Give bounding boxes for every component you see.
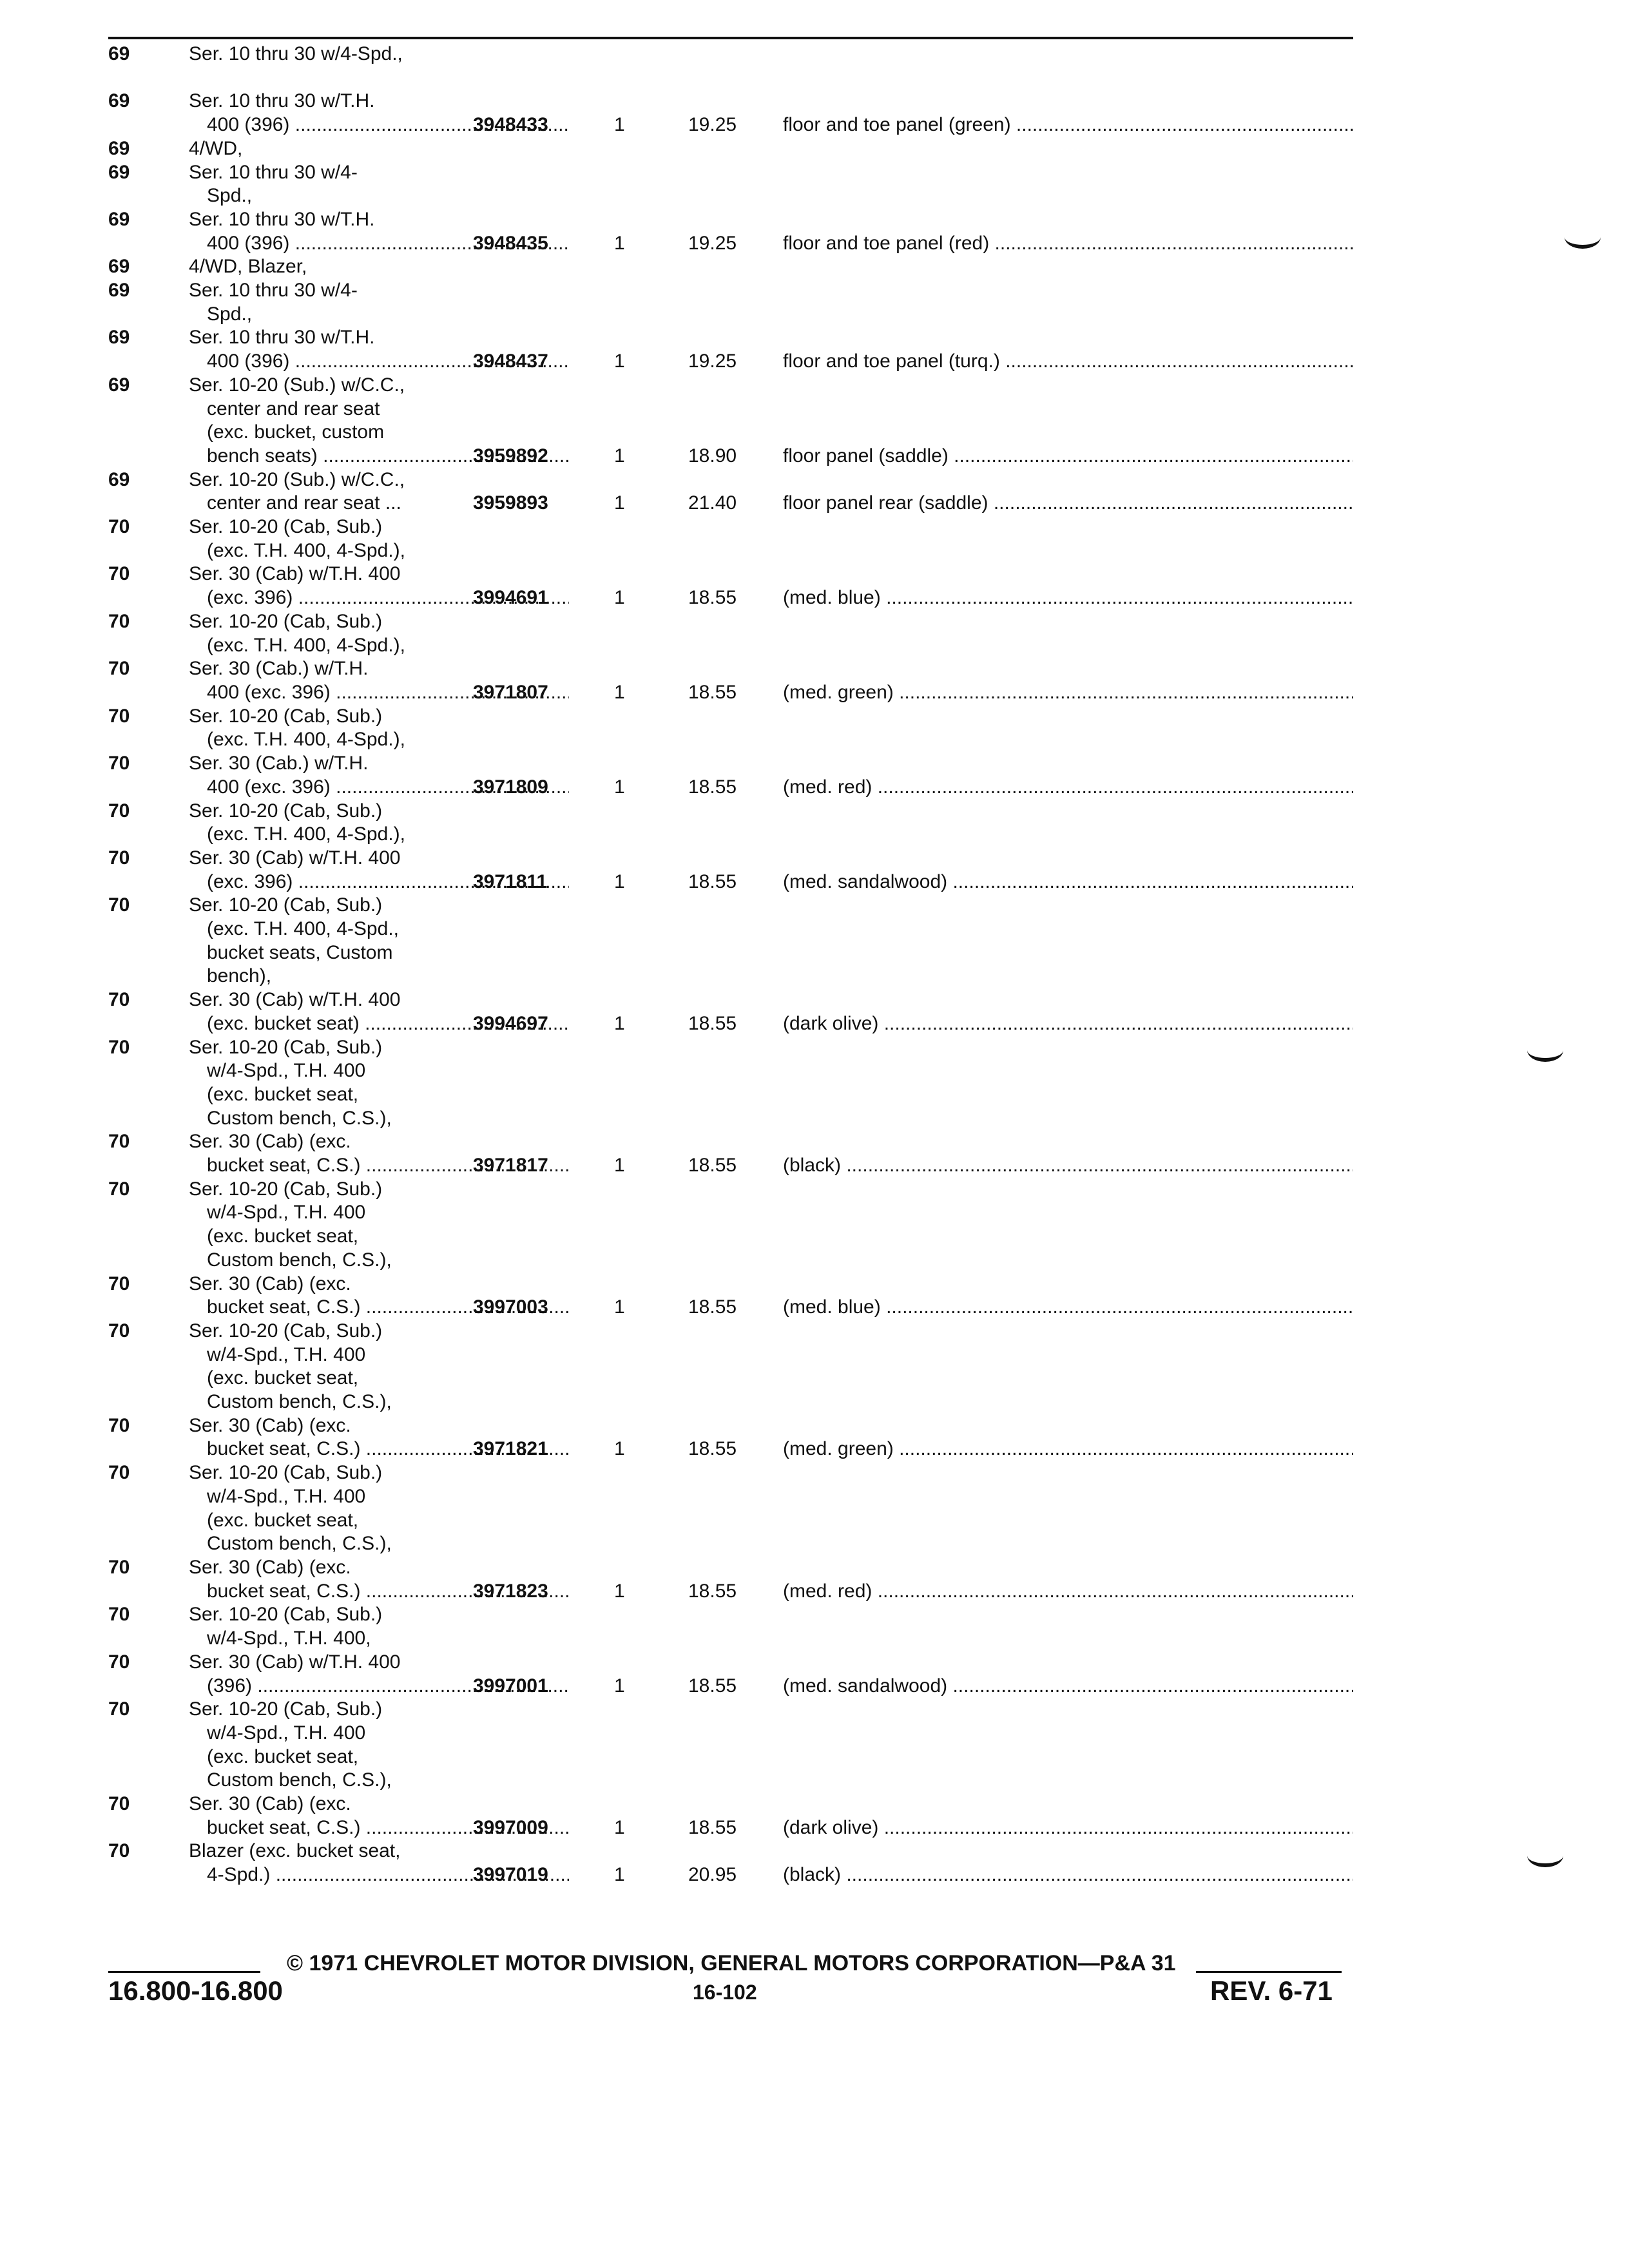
part-name: floor and toe panel (red) ..... bbox=[783, 232, 1353, 256]
list-price: 18.55 bbox=[688, 1675, 737, 1696]
description-line: 400 (396) ..... bbox=[189, 350, 569, 374]
binder-mark bbox=[1565, 237, 1601, 249]
description-line: Ser. 30 (Cab) w/T.H. 400 bbox=[189, 563, 401, 585]
description-line: (exc. T.H. 400, 4-Spd.), bbox=[207, 539, 405, 561]
description-line: Custom bench, C.S.), bbox=[207, 1769, 392, 1791]
binder-mark bbox=[1527, 1856, 1563, 1867]
description-line: Ser. 10-20 (Cab, Sub.) bbox=[189, 1604, 383, 1626]
part-number: 3971811 bbox=[473, 870, 548, 892]
model-year: 70 bbox=[108, 753, 130, 774]
model-year: 69 bbox=[108, 161, 130, 183]
table-row bbox=[108, 161, 1353, 208]
table-row bbox=[108, 705, 1353, 752]
part-name: (med. green) ..... bbox=[783, 681, 1353, 705]
part-number: 3997019 bbox=[473, 1864, 548, 1886]
quantity: 1 bbox=[614, 232, 625, 254]
application-description bbox=[189, 705, 569, 752]
description-line: Ser. 30 (Cab) w/T.H. 400 bbox=[189, 989, 401, 1011]
table-row bbox=[108, 137, 1353, 161]
list-price: 18.55 bbox=[688, 1012, 737, 1034]
part-number: 3994697 bbox=[473, 1012, 548, 1034]
table-row bbox=[108, 1603, 1353, 1650]
description-line: (exc. 396) ..... bbox=[189, 586, 569, 610]
table-row bbox=[108, 894, 1353, 988]
model-year: 70 bbox=[108, 1462, 130, 1484]
model-year: 69 bbox=[108, 280, 130, 302]
description-line: Ser. 30 (Cab) (exc. bbox=[189, 1273, 351, 1294]
page-number: 16-102 bbox=[693, 1981, 757, 2004]
application-description bbox=[189, 66, 569, 90]
part-number: 3959893 bbox=[473, 492, 548, 514]
quantity: 1 bbox=[614, 1438, 625, 1460]
top-rule bbox=[108, 37, 1353, 39]
part-name: (med. red) ..... bbox=[783, 1580, 1353, 1604]
list-price: 18.55 bbox=[688, 1155, 737, 1177]
application-description bbox=[189, 137, 569, 161]
section-code: 16.800-16.800 bbox=[108, 1975, 283, 2006]
application-description bbox=[189, 894, 569, 988]
footer-rule-right bbox=[1196, 1971, 1342, 1973]
description-line: (exc. T.H. 400, 4-Spd.), bbox=[207, 823, 405, 845]
part-name: (med. blue) ..... bbox=[783, 586, 1353, 610]
model-year: 70 bbox=[108, 989, 130, 1011]
description-line: (exc. T.H. 400, 4-Spd., bbox=[207, 918, 399, 940]
quantity: 1 bbox=[614, 1155, 625, 1177]
application-description bbox=[189, 515, 569, 562]
description-line: w/4-Spd., T.H. 400 bbox=[207, 1485, 366, 1507]
model-year: 69 bbox=[108, 90, 130, 112]
description-line: bucket seat, C.S.) ..... bbox=[189, 1296, 569, 1320]
copyright-notice: © 1971 CHEVROLET MOTOR DIVISION, GENERAL MOTORS CORPORATION—P&A 31 bbox=[287, 1951, 1176, 1975]
model-year: 69 bbox=[108, 327, 130, 349]
part-name: (black) ..... bbox=[783, 1154, 1353, 1178]
application-description bbox=[189, 255, 569, 279]
table-row bbox=[108, 800, 1353, 847]
description-line: Ser. 10 thru 30 w/4- bbox=[189, 161, 358, 183]
part-number: 3971807 bbox=[473, 681, 548, 703]
description-line: 400 (396) ..... bbox=[189, 113, 569, 137]
table-row bbox=[108, 1698, 1353, 1792]
application-description bbox=[189, 43, 569, 66]
table-row bbox=[108, 988, 1353, 1035]
part-number: 3971817 bbox=[473, 1155, 548, 1177]
application-description bbox=[189, 1036, 569, 1131]
part-number: 3971809 bbox=[473, 776, 548, 798]
model-year: 70 bbox=[108, 1793, 130, 1815]
table-row bbox=[108, 279, 1353, 326]
description-line: center and rear seat bbox=[207, 398, 380, 419]
model-year: 70 bbox=[108, 800, 130, 822]
model-year: 69 bbox=[108, 256, 130, 278]
table-row bbox=[108, 326, 1353, 373]
description-line: w/4-Spd., T.H. 400 bbox=[207, 1202, 366, 1224]
table-row bbox=[108, 1130, 1353, 1177]
description-line: (exc. 396) ..... bbox=[189, 870, 569, 894]
part-number: 3994691 bbox=[473, 587, 548, 609]
application-description bbox=[189, 1698, 569, 1792]
description-line: Ser. 10 thru 30 w/T.H. bbox=[189, 327, 375, 349]
application-description bbox=[189, 800, 569, 847]
model-year: 70 bbox=[108, 563, 130, 585]
part-name: floor and toe panel (green) ..... bbox=[783, 113, 1353, 137]
table-row bbox=[108, 1651, 1353, 1698]
table-row bbox=[108, 66, 1353, 90]
model-year: 70 bbox=[108, 847, 130, 869]
description-line: Ser. 10-20 (Cab, Sub.) bbox=[189, 1036, 383, 1058]
model-year: 69 bbox=[108, 208, 130, 230]
list-price: 18.55 bbox=[688, 776, 737, 798]
list-price: 18.90 bbox=[688, 445, 737, 466]
quantity: 1 bbox=[614, 1012, 625, 1034]
description-line: Ser. 30 (Cab) (exc. bbox=[189, 1557, 351, 1578]
part-number: 3997003 bbox=[473, 1296, 548, 1318]
model-year: 70 bbox=[108, 610, 130, 632]
quantity: 1 bbox=[614, 1864, 625, 1886]
description-line: bucket seat, C.S.) ..... bbox=[189, 1580, 569, 1604]
part-name: (dark olive) ..... bbox=[783, 1012, 1353, 1036]
table-row bbox=[108, 1178, 1353, 1273]
quantity: 1 bbox=[614, 1816, 625, 1838]
description-line: bucket seat, C.S.) ..... bbox=[189, 1154, 569, 1178]
description-line: Ser. 10 thru 30 w/T.H. bbox=[189, 208, 375, 230]
model-year: 70 bbox=[108, 1131, 130, 1153]
list-price: 18.55 bbox=[688, 1438, 737, 1460]
table-row bbox=[108, 657, 1353, 704]
list-price: 21.40 bbox=[688, 492, 737, 514]
table-row bbox=[108, 1036, 1353, 1131]
list-price: 19.25 bbox=[688, 351, 737, 372]
table-row bbox=[108, 562, 1353, 610]
application-description bbox=[189, 161, 569, 208]
table-row bbox=[108, 610, 1353, 657]
model-year: 70 bbox=[108, 1557, 130, 1578]
list-price: 19.25 bbox=[688, 114, 737, 136]
quantity: 1 bbox=[614, 1296, 625, 1318]
part-name: (med. blue) ..... bbox=[783, 1296, 1353, 1320]
table-row bbox=[108, 1273, 1353, 1320]
part-number: 3948435 bbox=[473, 232, 548, 254]
description-line: Spd., bbox=[207, 303, 253, 325]
description-line: (exc. T.H. 400, 4-Spd.), bbox=[207, 634, 405, 656]
table-row bbox=[108, 1792, 1353, 1840]
part-number: 3948437 bbox=[473, 351, 548, 372]
model-year: 69 bbox=[108, 374, 130, 396]
part-number: 3971823 bbox=[473, 1580, 548, 1602]
description-line: w/4-Spd., T.H. 400, bbox=[207, 1628, 371, 1649]
application-description bbox=[189, 1603, 569, 1650]
description-line: Ser. 10-20 (Sub.) w/C.C., bbox=[189, 468, 405, 490]
list-price: 18.55 bbox=[688, 1816, 737, 1838]
part-name: floor and toe panel (turq.) ..... bbox=[783, 350, 1353, 374]
description-line bbox=[189, 66, 569, 90]
model-year: 70 bbox=[108, 1178, 130, 1200]
description-line: bucket seat, C.S.) ..... bbox=[189, 1816, 569, 1840]
model-year: 70 bbox=[108, 1414, 130, 1436]
table-row bbox=[108, 1320, 1353, 1414]
model-year: 70 bbox=[108, 1840, 130, 1862]
description-line: w/4-Spd., T.H. 400 bbox=[207, 1343, 366, 1365]
list-price: 18.55 bbox=[688, 870, 737, 892]
parts-list bbox=[108, 43, 1353, 1887]
description-line: Ser. 30 (Cab.) w/T.H. bbox=[189, 753, 369, 774]
part-name: floor panel (saddle) ..... bbox=[783, 445, 1353, 468]
quantity: 1 bbox=[614, 114, 625, 136]
description-line: Ser. 10 thru 30 w/T.H. bbox=[189, 90, 375, 112]
description-line: Ser. 10-20 (Cab, Sub.) bbox=[189, 1178, 383, 1200]
description-line: Ser. 30 (Cab) (exc. bbox=[189, 1131, 351, 1153]
table-row bbox=[108, 1840, 1353, 1887]
description-line: Spd., bbox=[207, 185, 253, 207]
model-year: 70 bbox=[108, 1320, 130, 1341]
description-line: Blazer (exc. bucket seat, bbox=[189, 1840, 401, 1862]
model-year: 70 bbox=[108, 705, 130, 727]
quantity: 1 bbox=[614, 445, 625, 466]
description-line: (396) ..... bbox=[189, 1675, 569, 1698]
part-name: floor panel rear (saddle) ..... bbox=[783, 492, 1353, 515]
description-line: (exc. bucket seat, bbox=[207, 1083, 359, 1105]
model-year: 69 bbox=[108, 137, 130, 159]
table-row bbox=[108, 43, 1353, 66]
part-name: (black) ..... bbox=[783, 1863, 1353, 1887]
table-row bbox=[108, 752, 1353, 799]
quantity: 1 bbox=[614, 351, 625, 372]
table-row bbox=[108, 468, 1353, 515]
description-line: w/4-Spd., T.H. 400 bbox=[207, 1722, 366, 1744]
table-row bbox=[108, 1556, 1353, 1603]
footer-rule-left bbox=[108, 1971, 260, 1973]
description-line: 4-Spd.) ..... bbox=[189, 1863, 569, 1887]
part-number: 3959892 bbox=[473, 445, 548, 466]
description-line: 400 (396) ..... bbox=[189, 232, 569, 256]
table-row bbox=[108, 515, 1353, 562]
model-year: 69 bbox=[108, 468, 130, 490]
list-price: 18.55 bbox=[688, 681, 737, 703]
application-description bbox=[189, 610, 569, 657]
description-line: Ser. 10-20 (Cab, Sub.) bbox=[189, 610, 383, 632]
revision-date: REV. 6-71 bbox=[1210, 1975, 1333, 2006]
part-name: (med. sandalwood) ..... bbox=[783, 870, 1353, 894]
application-description bbox=[189, 1320, 569, 1414]
part-name: (med. red) ..... bbox=[783, 776, 1353, 800]
description-line: (exc. T.H. 400, 4-Spd.), bbox=[207, 729, 405, 751]
description-line: Custom bench, C.S.), bbox=[207, 1249, 392, 1271]
description-line: Ser. 10-20 (Cab, Sub.) bbox=[189, 1462, 383, 1484]
model-year: 70 bbox=[108, 894, 130, 916]
description-line: Ser. 10-20 (Cab, Sub.) bbox=[189, 800, 383, 822]
part-number: 3971821 bbox=[473, 1438, 548, 1460]
description-line: Custom bench, C.S.), bbox=[207, 1107, 392, 1129]
table-row bbox=[108, 1414, 1353, 1461]
quantity: 1 bbox=[614, 1580, 625, 1602]
application-description bbox=[189, 1178, 569, 1273]
description-line: Ser. 10-20 (Cab, Sub.) bbox=[189, 705, 383, 727]
model-year: 70 bbox=[108, 1273, 130, 1294]
description-line: Ser. 10-20 (Cab, Sub.) bbox=[189, 894, 383, 916]
binder-mark bbox=[1527, 1050, 1563, 1062]
table-row bbox=[108, 255, 1353, 279]
quantity: 1 bbox=[614, 870, 625, 892]
description-line: Ser. 10-20 (Sub.) w/C.C., bbox=[189, 374, 405, 396]
description-line: bench), bbox=[207, 965, 272, 987]
part-name: (med. sandalwood) ..... bbox=[783, 1675, 1353, 1698]
part-name: (dark olive) ..... bbox=[783, 1816, 1353, 1840]
list-price: 18.55 bbox=[688, 1296, 737, 1318]
quantity: 1 bbox=[614, 492, 625, 514]
quantity: 1 bbox=[614, 1675, 625, 1696]
description-line: Ser. 10 thru 30 w/4- bbox=[189, 280, 358, 302]
description-line: center and rear seat ... bbox=[207, 492, 401, 514]
description-line: 4/WD, Blazer, bbox=[189, 256, 307, 278]
description-line: (exc. bucket, custom bbox=[207, 421, 385, 443]
part-number: 3948433 bbox=[473, 114, 548, 136]
model-year: 69 bbox=[108, 43, 130, 64]
description-line: bucket seat, C.S.) ..... bbox=[189, 1437, 569, 1461]
list-price: 18.55 bbox=[688, 587, 737, 609]
table-row bbox=[108, 208, 1353, 255]
table-row bbox=[108, 374, 1353, 468]
description-line: 4/WD, bbox=[189, 137, 243, 159]
model-year: 70 bbox=[108, 1036, 130, 1058]
description-line: Ser. 10 thru 30 w/4-Spd., bbox=[189, 43, 403, 64]
model-year: 70 bbox=[108, 516, 130, 538]
quantity: 1 bbox=[614, 776, 625, 798]
part-number: 3997001 bbox=[473, 1675, 548, 1696]
application-description bbox=[189, 1461, 569, 1556]
description-line: (exc. bucket seat) ..... bbox=[189, 1012, 569, 1036]
description-line: bucket seats, Custom bbox=[207, 941, 393, 963]
table-row bbox=[108, 1461, 1353, 1556]
description-line: 400 (exc. 396) ..... bbox=[189, 776, 569, 800]
list-price: 20.95 bbox=[688, 1864, 737, 1886]
description-line: bench seats) ..... bbox=[189, 445, 569, 468]
table-row bbox=[108, 90, 1353, 137]
list-price: 19.25 bbox=[688, 232, 737, 254]
description-line: w/4-Spd., T.H. 400 bbox=[207, 1060, 366, 1082]
table-row bbox=[108, 847, 1353, 894]
model-year: 70 bbox=[108, 658, 130, 680]
model-year: 70 bbox=[108, 1698, 130, 1720]
quantity: 1 bbox=[614, 587, 625, 609]
description-line: Ser. 30 (Cab.) w/T.H. bbox=[189, 658, 369, 680]
description-line: Ser. 30 (Cab) (exc. bbox=[189, 1793, 351, 1815]
description-line: Ser. 10-20 (Cab, Sub.) bbox=[189, 1698, 383, 1720]
description-line: Custom bench, C.S.), bbox=[207, 1533, 392, 1555]
part-number: 3997009 bbox=[473, 1816, 548, 1838]
description-line: (exc. bucket seat, bbox=[207, 1745, 359, 1767]
quantity: 1 bbox=[614, 681, 625, 703]
model-year: 70 bbox=[108, 1604, 130, 1626]
description-line: Ser. 10-20 (Cab, Sub.) bbox=[189, 1320, 383, 1341]
part-name: (med. green) ..... bbox=[783, 1437, 1353, 1461]
description-line: Custom bench, C.S.), bbox=[207, 1391, 392, 1413]
list-price: 18.55 bbox=[688, 1580, 737, 1602]
description-line: 400 (exc. 396) ..... bbox=[189, 681, 569, 705]
description-line: (exc. bucket seat, bbox=[207, 1225, 359, 1247]
description-line: (exc. bucket seat, bbox=[207, 1509, 359, 1531]
description-line: Ser. 30 (Cab) w/T.H. 400 bbox=[189, 847, 401, 869]
description-line: Ser. 30 (Cab) w/T.H. 400 bbox=[189, 1651, 401, 1673]
description-line: Ser. 10-20 (Cab, Sub.) bbox=[189, 516, 383, 538]
description-line: Ser. 30 (Cab) (exc. bbox=[189, 1414, 351, 1436]
model-year: 70 bbox=[108, 1651, 130, 1673]
application-description bbox=[189, 279, 569, 326]
description-line: (exc. bucket seat, bbox=[207, 1367, 359, 1389]
